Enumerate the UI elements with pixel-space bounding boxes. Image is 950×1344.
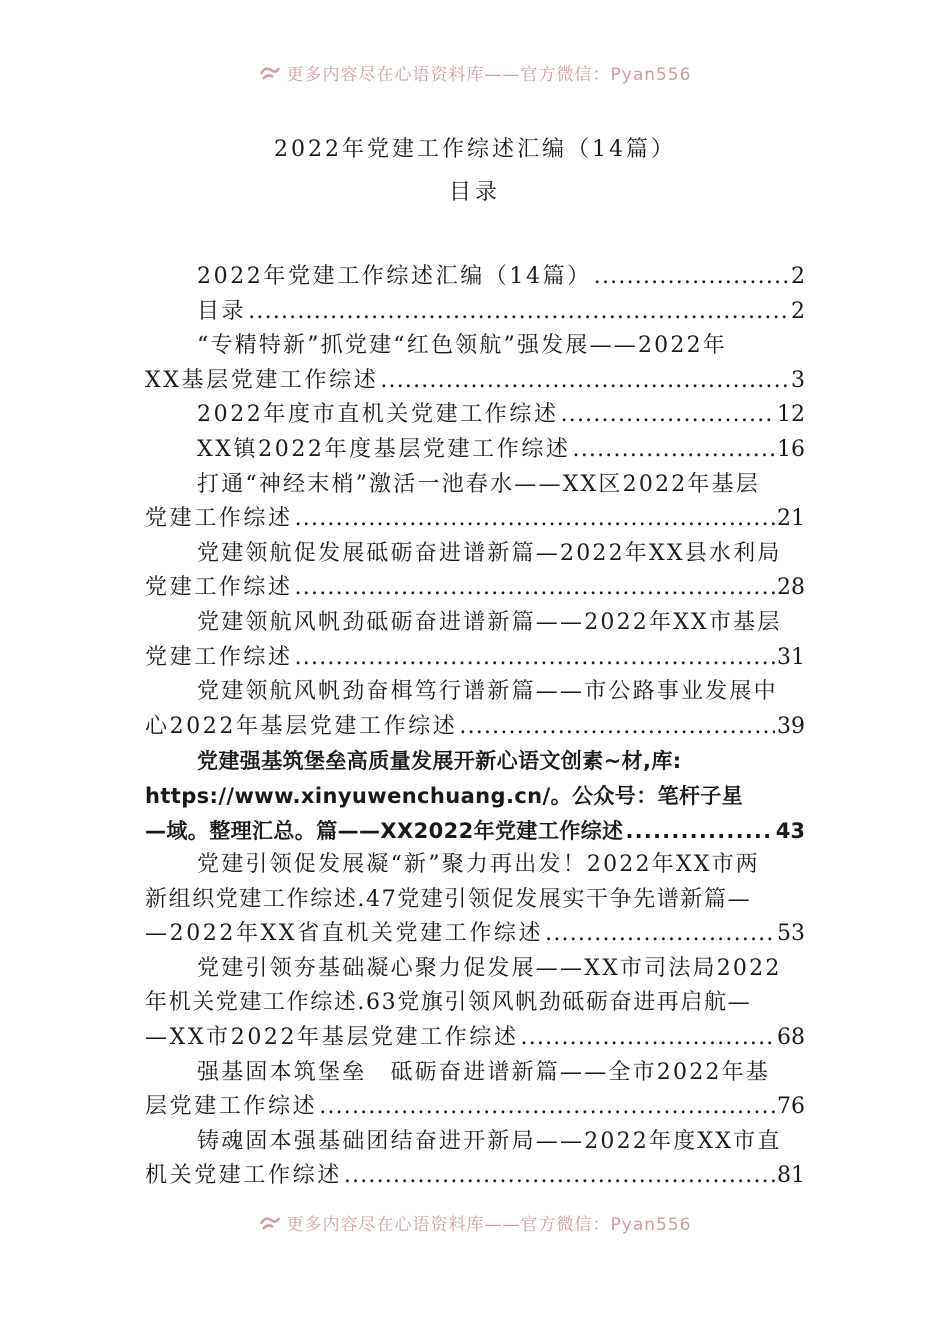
toc-entry[interactable]: 打通“神经末梢”激活一池春水——XX区2022年基层 党建工作综述 ..... 21 — [145, 468, 805, 537]
watermark-top — [0, 60, 950, 85]
page-number: 81 — [777, 1163, 805, 1189]
page-number: 21 — [777, 506, 805, 532]
page-number: 43 — [775, 818, 805, 843]
watermark-bottom — [0, 1210, 950, 1235]
toc-heading: 目录 — [448, 180, 501, 205]
watermark-text: 更多内容尽在心语资料库——官方微信：Pyan556 — [286, 1215, 692, 1235]
toc-entry[interactable]: 党建领航促发展砥砺奋进谱新篇—2022年XX县水利局 党建工作综述 ..... 28 — [145, 537, 805, 606]
toc-entry[interactable]: 目录 ..... 2 — [145, 295, 805, 330]
toc-entry[interactable]: 铸魂固本强基础团结奋进开新局——2022年度XX市直 机关党建工作综述 ..... 81 — [145, 1125, 805, 1194]
toc-entry[interactable]: 党建领航风帆劲砥砺奋进谱新篇——2022年XX市基层 党建工作综述 ..... 31 — [145, 606, 805, 675]
page-number: 12 — [777, 402, 805, 428]
page-number: 28 — [777, 575, 805, 601]
toc-entry[interactable]: 党建引领促发展凝“新”聚力再出发！2022年XX市两 新组织党建工作综述.47党建引领促发展实干争先谱新篇— —2022年XX省直机关党建工作综述 ..... 53 — [145, 848, 805, 952]
page-number: 2 — [791, 298, 805, 324]
logo-icon — [259, 1215, 281, 1233]
page-number: 31 — [777, 644, 805, 670]
page-number: 16 — [777, 436, 805, 462]
watermark-text: 更多内容尽在心语资料库——官方微信：Pyan556 — [286, 65, 692, 85]
page-number: 68 — [777, 1025, 805, 1051]
toc-entry[interactable]: “专精特新”抓党建“红色领航”强发展——2022年 XX基层党建工作综述 ..... 3 — [145, 329, 805, 398]
toc-entry[interactable]: 2022年党建工作综述汇编（14篇） ..... 2 — [145, 260, 805, 295]
page-number: 39 — [777, 713, 805, 739]
toc-entry-bold[interactable]: 党建强基筑堡垒高质量发展开新心语文创素~材,库: https://www.xinyuwenchuang.cn/。公众号：笔杆子星 —域。整理汇总。篇——XX2022年党建工作综述 ..... 43 — [145, 744, 805, 848]
toc-entry[interactable]: 党建引领夯基础凝心聚力促发展——XX市司法局2022 年机关党建工作综述.63党旗引领风帆劲砥砺奋进再启航— —XX市2022年基层党建工作综述 ..... 68 — [145, 952, 805, 1056]
toc-entry[interactable]: XX镇2022年度基层党建工作综述 ..... 16 — [145, 433, 805, 468]
toc-entry[interactable]: 2022年度市直机关党建工作综述 ..... 12 — [145, 398, 805, 433]
page-number: 76 — [777, 1094, 805, 1120]
document-title: 2022年党建工作综述汇编（14篇） — [274, 137, 676, 162]
page-number: 2 — [791, 264, 805, 289]
logo-icon — [259, 65, 281, 83]
page-number: 53 — [777, 921, 805, 947]
toc-entry[interactable]: 党建领航风帆劲奋楫笃行谱新篇——市公路事业发展中 心2022年基层党建工作综述 ..... 39 — [145, 675, 805, 744]
page-number: 3 — [791, 367, 805, 393]
table-of-contents — [145, 260, 805, 1194]
toc-entry[interactable]: 强基固本筑堡垒 砥砺奋进谱新篇——全市2022年基 层党建工作综述 ..... 76 — [145, 1056, 805, 1125]
